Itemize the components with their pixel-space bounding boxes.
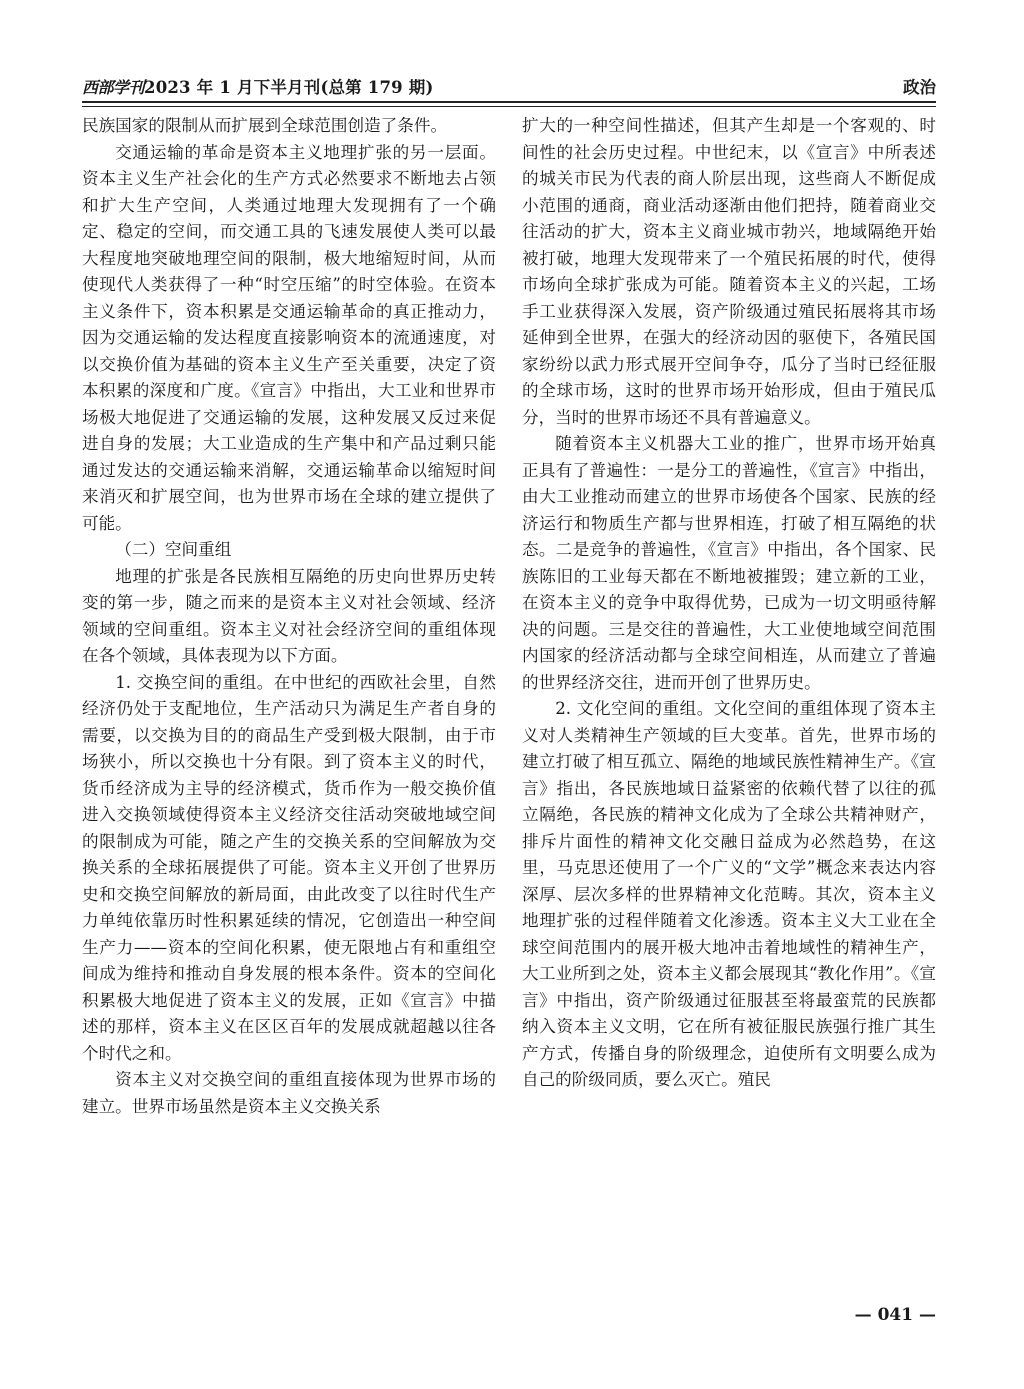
section-subheading: （二）空间重组: [115, 540, 232, 559]
journal-masthead: [82, 74, 434, 98]
right-column: [522, 113, 936, 1094]
paragraph: 扩大的一种空间性描述，但其产生却是一个客观的、时间性的社会历史过程。中世纪末，以《宣言》中所表述的城关市民为代表的商人阶层出现，这些商人不断促成小范围的通商，商业活动逐渐由他们把持，随着商业交往活动的扩大，资本主义商业城市勃兴，地域隔绝开始被打破，地理大发现带来了一个殖民拓展的时代，使得市场向全球扩张成为可能。随着资本主义的兴起，工场手工业获得深入发展，资产阶级通过殖民拓展将其市场延伸到全世界，在强大的经济动因的驱使下，各殖民国家纷纷以武力形式展开空间争夺，瓜分了当时已经征服的全球市场，这时的世界市场开始形成，但由于殖民瓜分，当时的世界市场还不具有普遍意义。: [522, 116, 936, 427]
paragraph: 资本主义对交换空间的重组直接体现为世界市场的建立。世界市场虽然是资本主义交换关系: [82, 1070, 496, 1116]
issue-info: 2023 年 1 月下半月刊(总第 179 期): [144, 78, 434, 97]
section-label: 政治: [903, 78, 936, 97]
paragraph: 2. 文化空间的重组。文化空间的重组体现了资本主义对人类精神生产领域的巨大变革。首先，世界市场的建立打破了相互孤立、隔绝的地域民族性精神生产。《宣言》指出，各民族地域日益紧密的依赖代替了以往的孤立隔绝，各民族的精神文化成为了全球公共精神财产，排斥片面性的精神文化交融日益成为必然趋势，在这里，马克思还使用了一个广义的“文学”概念来表达内容深厚、层次多样的世界精神文化范畴。其次，资本主义地理扩张的过程伴随着文化渗透。资本主义大工业在全球空间范围内的展开极大地冲击着地域性的精神生产，大工业所到之处，资本主义都会展现其“教化作用”。《宣言》中指出，资产阶级通过征服甚至将最蛮荒的民族都纳入资本主义文明，它在所有被征服民族强行推广其生产方式，传播自身的阶级理念，迫使所有文明要么成为自己的阶级同质，要么灭亡。殖民: [522, 699, 936, 1089]
paragraph: 地理的扩张是各民族相互隔绝的历史向世界历史转变的第一步，随之而来的是资本主义对社会领域、经济领域的空间重组。资本主义对社会经济空间的重组体现在各个领域，具体表现为以下方面。: [82, 566, 496, 665]
header-rule-thick: [82, 101, 936, 103]
page-number: — 041 —: [854, 1305, 936, 1325]
header-rule-thin: [82, 106, 936, 107]
running-header: [82, 74, 936, 100]
journal-logo: 西部学刊: [82, 78, 145, 97]
left-column: [82, 113, 496, 1120]
paragraph: 民族国家的限制从而扩展到全球范围创造了条件。: [82, 116, 448, 135]
paragraph: 1. 交换空间的重组。在中世纪的西欧社会里，自然经济仍处于支配地位，生产活动只为满足生产者自身的需要，以交换为目的的商品生产受到极大限制，由于市场狭小，所以交换也十分有限。到了资本主义的时代，货币经济成为主导的经济模式，货币作为一般交换价值进入交换领域使得资本主义经济交往活动突破地域空间的限制成为可能，随之产生的交换关系的空间解放为交换关系的全球拓展提供了可能。资本主义开创了世界历史和交换空间解放的新局面，由此改变了以往时代生产力单纯依靠历时性积累延续的情况，它创造出一种空间生产力——资本的空间化积累，使无限地占有和重组空间成为维持和推动自身发展的根本条件。资本的空间化积累极大地促进了资本主义的发展，正如《宣言》中描述的那样，资本主义在区区百年的发展成就超越以往各个时代之和。: [82, 672, 496, 1063]
paragraph: 随着资本主义机器大工业的推广，世界市场开始真正具有了普遍性：一是分工的普遍性，《宣言》中指出，由大工业推动而建立的世界市场使各个国家、民族的经济运行和物质生产都与世界相连，打破了相互隔绝的状态。二是竞争的普遍性，《宣言》中指出，各个国家、民族陈旧的工业每天都在不断地被摧毁；建立新的工业，在资本主义的竞争中取得优势，已成为一切文明亟待解决的问题。三是交往的普遍性，大工业使地域空间范围内国家的经济活动都与全球空间相连，从而建立了普遍的世界经济交往，进而开创了世界历史。: [522, 434, 936, 692]
paragraph: 交通运输的革命是资本主义地理扩张的另一层面。资本主义生产社会化的生产方式必然要求不断地去占领和扩大生产空间，人类通过地理大发现拥有了一个确定、稳定的空间，而交通工具的飞速发展使人类可以最大程度地突破地理空间的限制，极大地缩短时间，从而使现代人类获得了一种“时空压缩”的时空体验。在资本主义条件下，资本积累是交通运输革命的真正推动力，因为交通运输的发达程度直接影响资本的流通速度，对以交换价值为基础的资本主义生产至关重要，决定了资本积累的深度和广度。《宣言》中指出，大工业和世界市场极大地促进了交通运输的发展，这种发展又反过来促进自身的发展；大工业造成的生产集中和产品过剩只能通过发达的交通运输来消解，交通运输革命以缩短时间来消灭和扩展空间，也为世界市场在全球的建立提供了可能。: [82, 142, 496, 533]
